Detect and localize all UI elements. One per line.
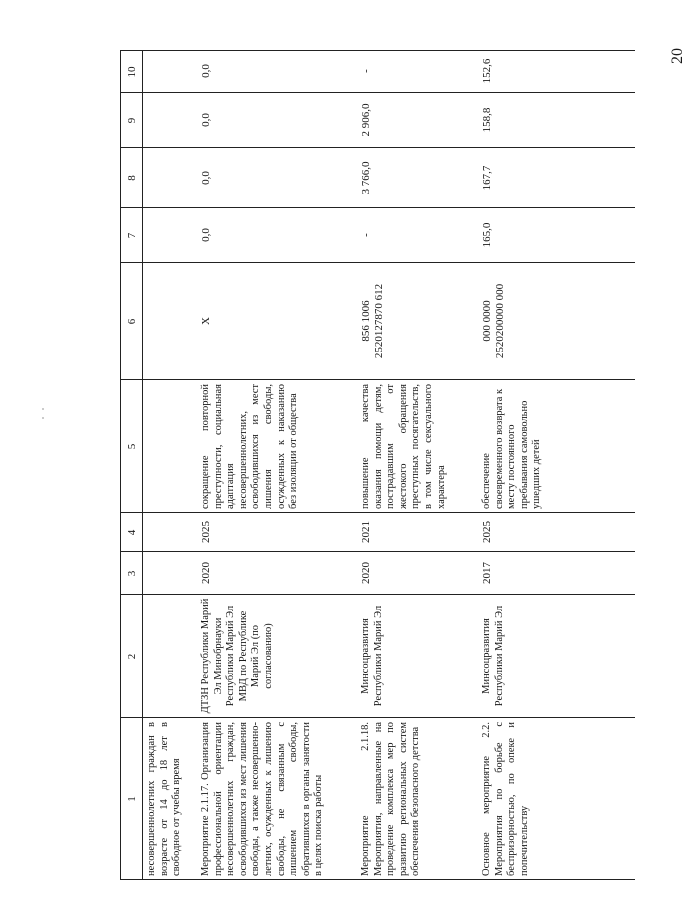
end-year-cell: 2025 [200,521,212,543]
col-header-9: 9 [126,117,138,124]
scan-speck [42,408,44,410]
budget-code-cell: X [200,317,212,325]
budget-code-line: 856 1006 [360,300,372,342]
value-col10: 0,0 [200,64,212,78]
col-header-5: 5 [126,443,138,450]
budget-code-line: 000 0000 [481,300,493,342]
end-year-cell: 2021 [360,521,372,543]
col-header-3: 3 [126,570,138,577]
result-cell: повышение качества оказания помощи детям, пострадавшим от жестокого обращения преступных посягательств, в том числе сексуального характера [360,384,447,509]
budget-code-cell [481,265,507,377]
value-col9: 0,0 [200,113,212,127]
executor-cell: Минсоцразвития Республики Марий Эл [481,605,505,707]
col-header-6: 6 [126,318,138,325]
executor-cell: Минсоцразвития Республики Марий Эл [360,605,384,707]
col-header-1: 1 [126,796,138,802]
value-col8: 0,0 [200,171,212,185]
measure-cell: Мероприятие 2.1.17. Организация профессиональной ориентации несовершеннолетних граждан, освободившихся из мест лишения свободы, а также несовершенно-летних, осужденных к лишению свободы, не связанным с лишением свободы, обратившихся в органы занятости в целях поиска работы [200,722,325,876]
result-cell: сокращение повторной преступности, социальная адаптация несовершеннолетних, освободившихся из мест лишения свободы, осужденных к наказанию без изоляции от общества [200,384,300,509]
value-col10: 152,6 [481,58,493,84]
scan-speck [42,417,44,419]
start-year-cell: 2020 [360,562,372,584]
budget-code-line: 2520127870 612 [373,283,385,359]
result-cell: обеспечение своевременного возврата к месту постоянного пребывания самовольно ушедших детей [481,388,543,509]
budget-code-line: 2520200000 000 [494,283,506,359]
table-frame [120,50,635,880]
col-header-7: 7 [126,232,138,239]
end-year-cell: 2025 [481,521,493,543]
start-year-cell: 2020 [200,562,212,584]
page-number: 20 [669,48,686,64]
value-col7: - [360,233,372,237]
measure-cell: Основное мероприятие 2.2. Мероприятия по борьбе с беспризорностью, по опеке и попечительству [481,722,530,876]
col-header-2: 2 [126,653,138,660]
start-year-cell: 2017 [481,562,493,584]
value-col8: 3 766,0 [360,161,372,195]
value-col10: - [360,69,372,73]
value-col8: 167,7 [481,165,493,191]
carry-over-text: несовершеннолетних граждан в возрасте от 14 до 18 лет в свободное от учебы время [146,722,183,876]
executor-cell: ДТЗН Республики Марий Эл Минобрнауки Республики Марий Эл МВД по Республике Марий Эл (по согласованию) [200,598,274,714]
budget-code-cell [360,265,386,377]
measure-cell: Мероприятие 2.1.18. Мероприятия, направленные на проведение комплекса мер по развитию региональных систем обеспечения безопасного детства [360,722,422,876]
col-header-8: 8 [126,175,138,181]
rotated-table [120,50,635,880]
value-col9: 2 906,0 [360,103,372,137]
col-header-4: 4 [126,529,138,536]
value-col7: 0,0 [200,228,212,242]
value-col9: 158,8 [481,107,493,133]
value-col7: 165,0 [481,222,493,248]
col-header-10: 10 [126,66,138,78]
